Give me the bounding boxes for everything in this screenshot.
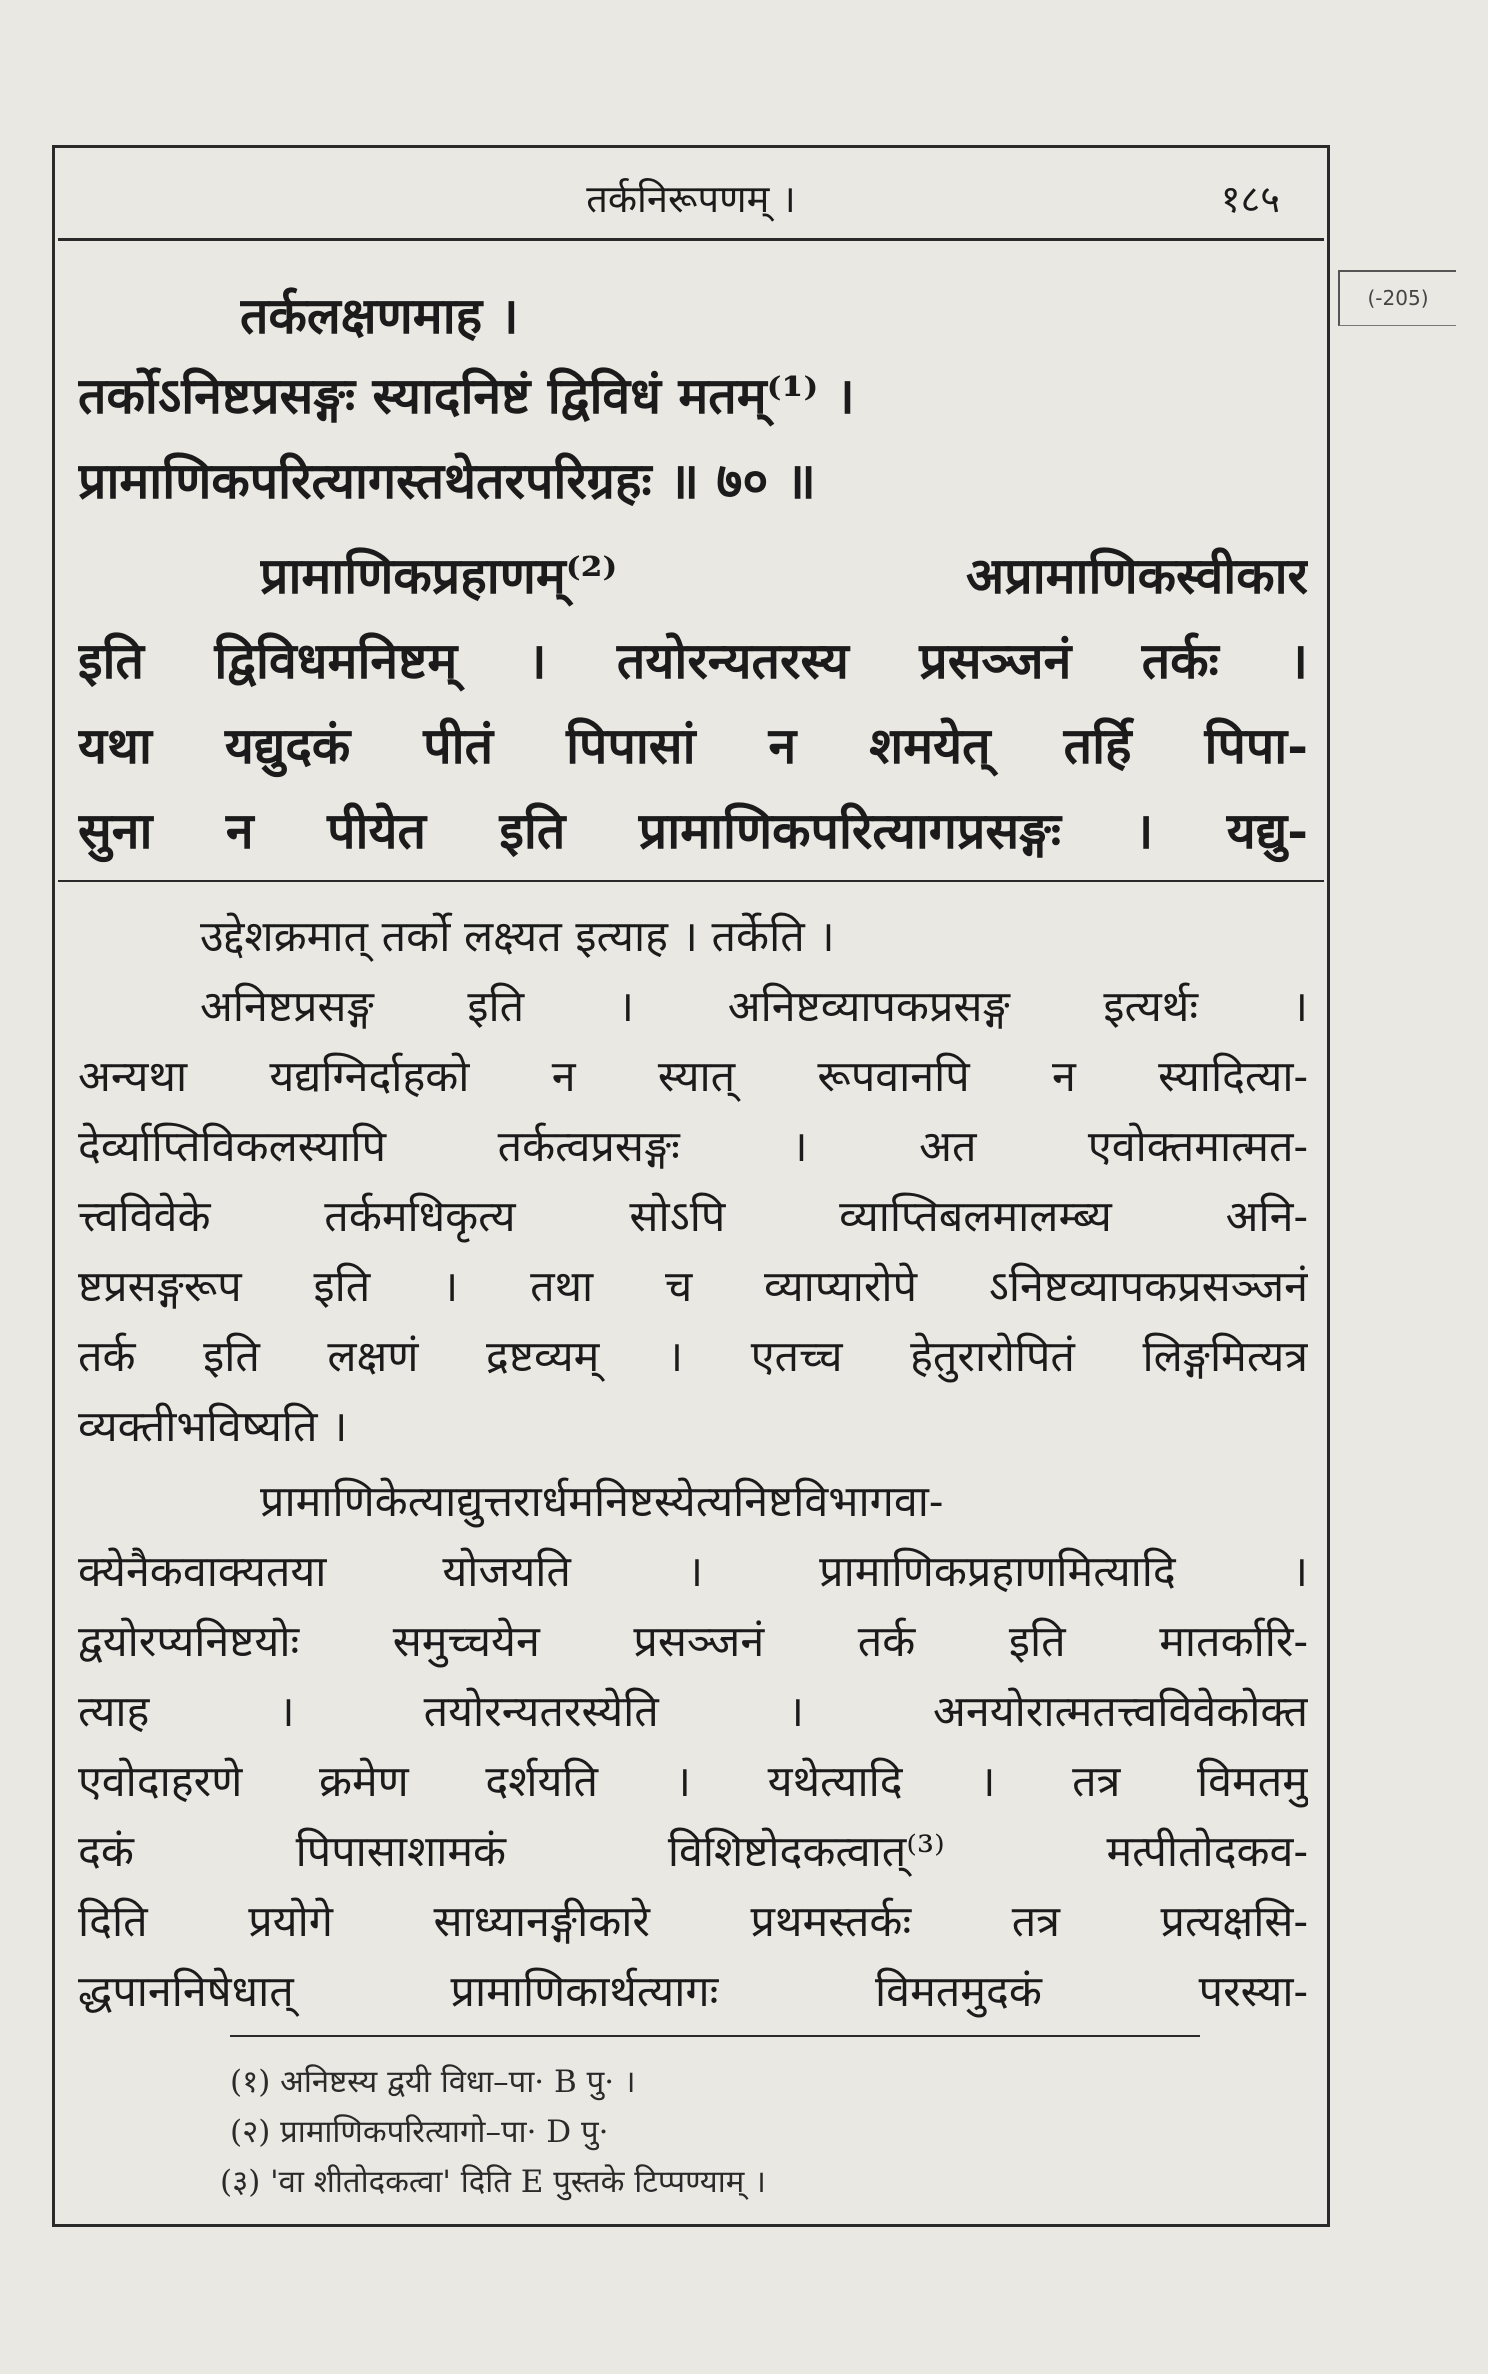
footnote: (२) प्रामाणिकपरित्यागो–पा· D पु· [230, 2114, 609, 2150]
commentary-line: क्येनैकवाक्यतया योजयति । प्रामाणिकप्रहाणमित्यादि । [78, 1547, 1308, 1597]
verse-line: तर्कोऽनिष्टप्रसङ्गः स्यादनिष्टं द्विविधं मतम्⁽¹⁾ । [78, 366, 855, 425]
section-heading: तर्कलक्षणमाह । [240, 286, 519, 345]
gloss-line: सुना न पीयेत इति प्रामाणिकपरित्यागप्रसङ्गः । यद्यु- [78, 801, 1308, 860]
commentary-line: देर्व्याप्तिविकलस्यापि तर्कत्वप्रसङ्गः । अत एवोक्तमात्मत- [78, 1122, 1308, 1172]
commentary-line: अन्यथा यद्यग्निर्दाहको न स्यात् रूपवानपि न स्यादित्या- [78, 1052, 1308, 1102]
commentary-line: व्यक्तीभविष्यति । [78, 1402, 348, 1452]
commentary-line: अनिष्टप्रसङ्ग इति । अनिष्टव्यापकप्रसङ्ग इत्यर्थः । [200, 982, 1308, 1032]
gloss-line: इति द्विविधमनिष्टम् । तयोरन्यतरस्य प्रसञ्जनं तर्कः । [78, 631, 1308, 690]
footnote: (१) अनिष्टस्य द्वयी विधा–पा· B पु· । [230, 2064, 636, 2100]
commentary-line: उद्देशक्रमात् तर्को लक्ष्यत इत्याह । तर्केति । [200, 912, 835, 962]
footnote-rule [230, 2035, 1200, 2037]
gloss-line: प्रामाणिकप्रहाणम्⁽²⁾ अप्रामाणिकस्वीकार [260, 546, 1308, 605]
commentary-line: दिति प्रयोगे साध्यानङ्गीकारे प्रथमस्तर्कः तत्र प्रत्यक्षसि- [78, 1897, 1308, 1947]
commentary-line: त्त्वविवेके तर्कमधिकृत्य सोऽपि व्याप्तिबलमालम्ब्य अनि- [78, 1192, 1308, 1242]
commentary-line: एवोदाहरणे क्रमेण दर्शयति । यथेत्यादि । तत्र विमतमु [78, 1757, 1308, 1807]
commentary-line: तर्क इति लक्षणं द्रष्टव्यम् । एतच्च हेतुरारोपितं लिङ्गमित्यत्र [78, 1332, 1308, 1382]
footnote: (३) 'वा शीतोदकत्वा' दिति E पुस्तके टिप्पण्याम् । [220, 2164, 766, 2200]
commentary-line: द्धपाननिषेधात् प्रामाणिकार्थत्यागः विमतमुदकं परस्या- [78, 1967, 1308, 2017]
commentary-line: द्वयोरप्यनिष्टयोः समुच्चयेन प्रसञ्जनं तर्क इति मातर्कारि- [78, 1617, 1308, 1667]
header-rule [58, 238, 1324, 241]
commentary-line: प्रामाणिकेत्याद्युत्तरार्धमनिष्टस्येत्यनिष्टविभागवा- [260, 1477, 944, 1527]
commentary-line: दकं पिपासाशामकं विशिष्टोदकत्वात्⁽³⁾ मत्पीतोदकव- [78, 1827, 1308, 1877]
running-title: तर्कनिरूपणम् । [586, 177, 796, 221]
commentary-rule [58, 880, 1324, 882]
verse-line: प्रामाणिकपरित्यागस्तथेतरपरिग्रहः ॥ ७० ॥ [78, 451, 816, 510]
gloss-line: यथा यद्युदकं पीतं पिपासां न शमयेत् तर्हि पिपा- [78, 716, 1308, 775]
commentary-line: ष्टप्रसङ्गरूप इति । तथा च व्याप्यारोपे ऽनिष्टव्यापकप्रसञ्जनं [78, 1262, 1308, 1312]
commentary-line: त्याह । तयोरन्यतरस्येति । अनयोरात्मतत्त्वविवेकोक्त [78, 1687, 1308, 1737]
page-header [52, 150, 1330, 240]
page-number: १८५ [1220, 177, 1280, 221]
margin-note: (-205) [1338, 270, 1456, 326]
